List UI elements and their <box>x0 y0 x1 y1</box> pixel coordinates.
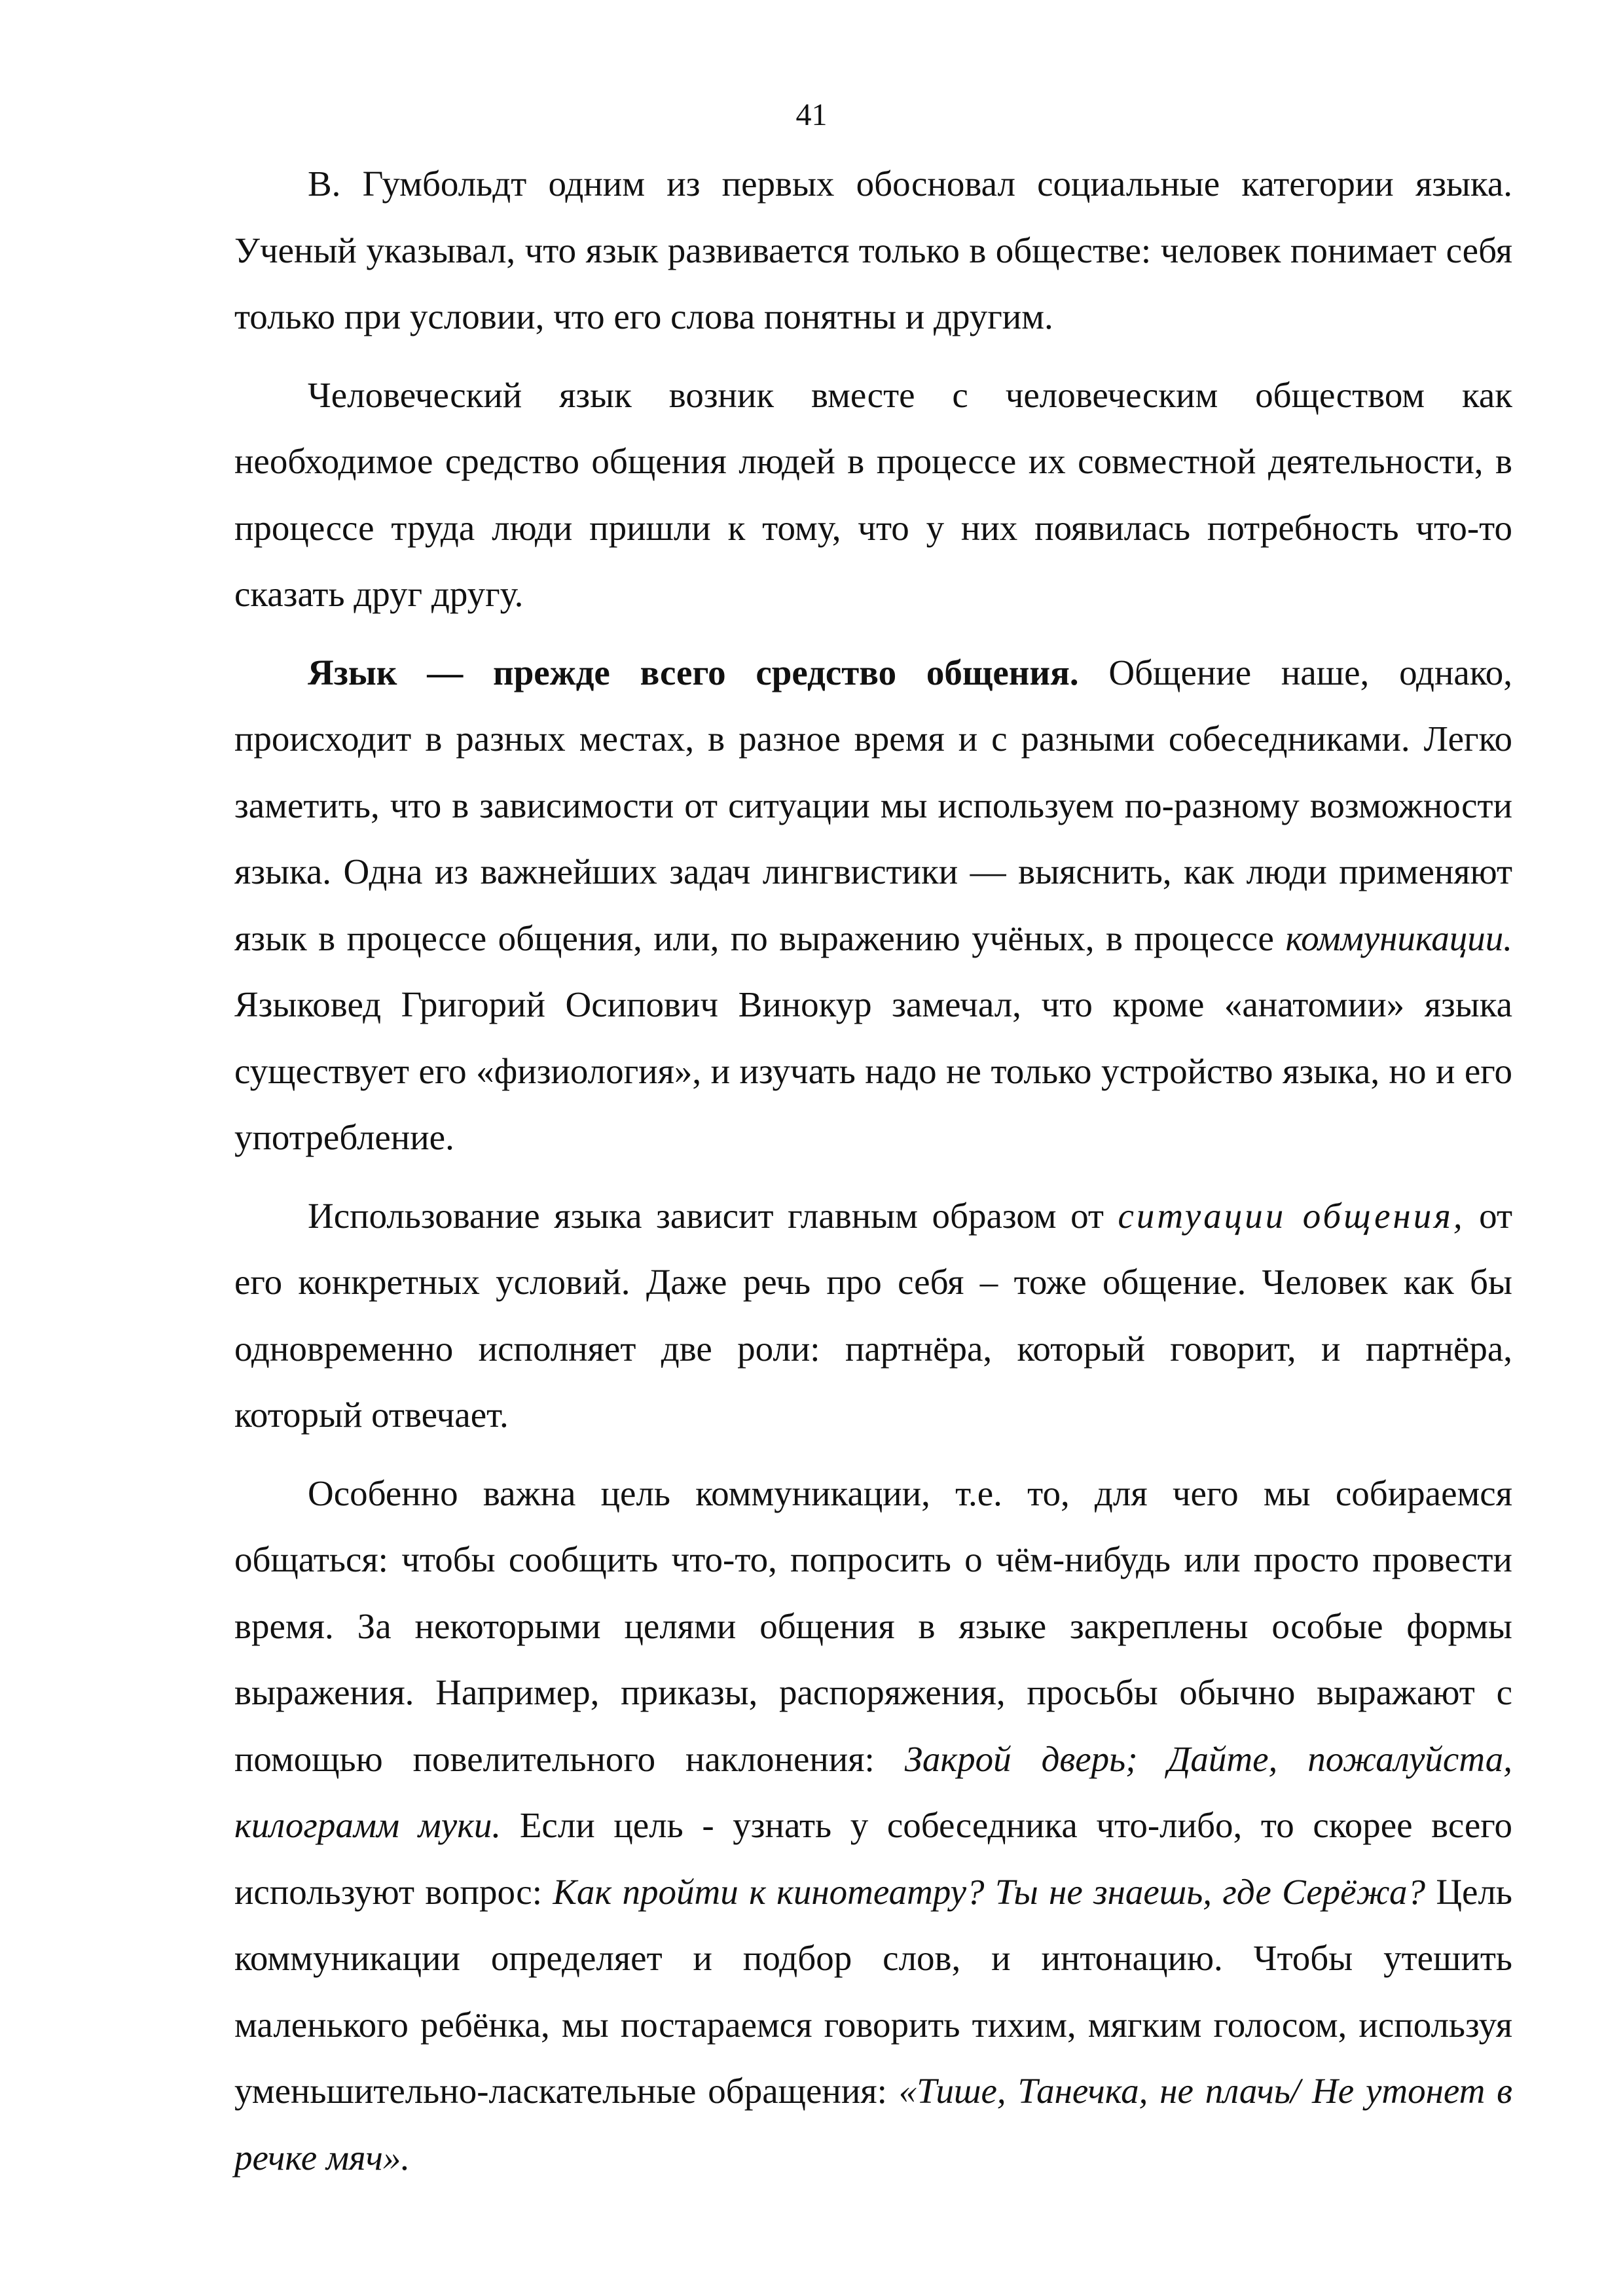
paragraph-1-text: В. Гумбольдт одним из первых обосновал социальные категории языка. Ученый указывал, что язык развивается только в обществе: человек понимает себя только при условии, что его слова понятны и другим. <box>234 164 1512 336</box>
paragraph-4-text-b: от его конкретных условий. Даже речь про себя – тоже общение. Человек как бы одновременно исполняет две роли: партнёра, который говорит, и партнёра, который отвечает. <box>234 1195 1512 1435</box>
paragraph-3 <box>234 639 1512 1171</box>
paragraph-3-text-b: Языковед Григорий Осипович Винокур замечал, что кроме «анатомии» языка существует его «физиология», и изучать надо не только устройство языка, но и его употребление. <box>234 984 1512 1157</box>
paragraph-5-text-b: Если цель - узнать у собеседника что-либо, то скорее всего используют вопрос: <box>234 1805 1512 1912</box>
paragraph-5-italic-example-2: Как пройти к кинотеатру? Ты не знаешь, где Серёжа? <box>553 1871 1425 1912</box>
paragraph-2-text: Человеческий язык возник вместе с человеческим обществом как необходимое средство общения людей в процессе их совместной деятельности, в процессе труда люди пришли к тому, что у них появилась потребность что-то сказать друг другу. <box>234 374 1512 614</box>
paragraph-5-text-c: Цель коммуникации определяет и подбор слов, и интонацию. Чтобы утешить маленького ребёнка, мы постараемся говорить тихим, мягким голосом, используя уменьшительно-ласкательные обращения: <box>234 1871 1512 2111</box>
paragraph-1 <box>234 151 1512 350</box>
paragraph-5 <box>234 1460 1512 2191</box>
paragraph-4 <box>234 1183 1512 1448</box>
page-number: 41 <box>795 98 828 132</box>
paragraph-3-bold-lead: Язык — прежде всего средство общения. <box>308 652 1079 692</box>
paragraph-4-italic-term: ситуации общения, <box>1118 1195 1465 1236</box>
paragraph-4-text-a: Использование языка зависит главным образом от <box>308 1195 1118 1236</box>
document-body <box>234 151 1512 2202</box>
paragraph-3-italic-term: коммуникации. <box>1285 918 1512 958</box>
paragraph-2 <box>234 362 1512 628</box>
paragraph-5-text-a: Особенно важна цель коммуникации, т.е. то, для чего мы собираемся общаться: чтобы сообщить что-то, попросить о чём-нибудь или просто провести время. За некоторыми целями общения в языке закреплены особые формы выражения. Например, приказы, распоряжения, просьбы обычно выражают с помощью повелительного наклонения: <box>234 1473 1512 1779</box>
paragraph-5-italic-example-1: Закрой дверь; Дайте, пожалуйста, килограмм муки. <box>234 1738 1512 1845</box>
paragraph-3-text-a: Общение наше, однако, происходит в разных местах, в разное время и с разными собеседниками. Легко заметить, что в зависимости от ситуации мы используем по-разному возможности языка. Одна из важнейших задач лингвистики — выяснить, как люди применяют язык в процессе общения, или, по выражению учёных, в процессе <box>234 652 1512 958</box>
paragraph-5-italic-example-3: «Тише, Танечка, не плачь/ Не утонет в речке мяч». <box>234 2071 1512 2178</box>
